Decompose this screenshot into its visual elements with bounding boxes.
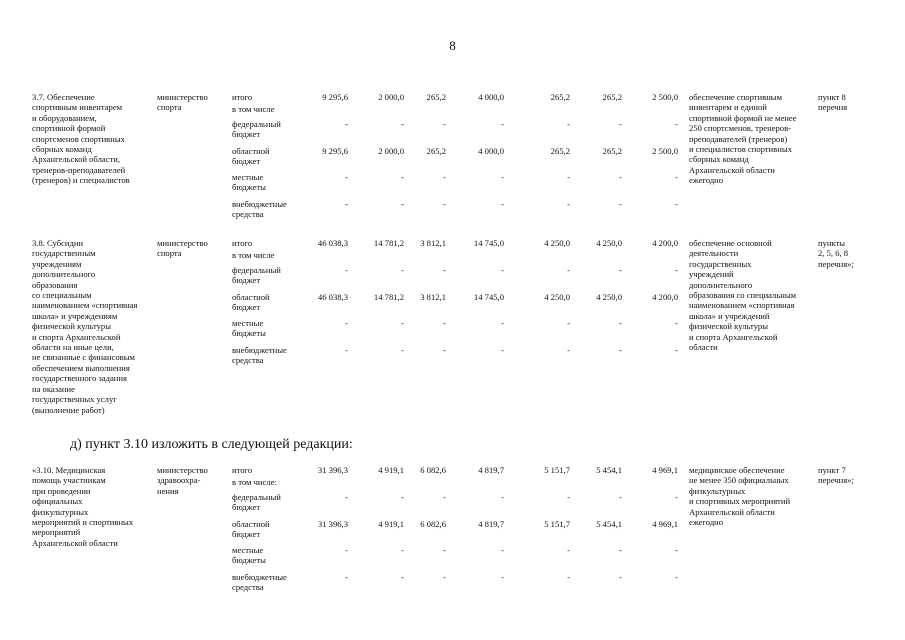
amount-cell: - (567, 572, 570, 582)
amount-cell: 4 200,0 (652, 292, 678, 302)
amount-cell: - (345, 172, 348, 182)
amount-cell: - (567, 172, 570, 182)
funding-source-label: местные бюджеты (232, 545, 266, 566)
amount-cell: - (675, 572, 678, 582)
list-reference: пункт 7 перечня»; (818, 465, 854, 486)
amount-cell: 3 812,1 (420, 238, 446, 248)
amount-cell: 4 250,0 (544, 238, 570, 248)
funding-source-label: итого (232, 238, 253, 248)
funding-source-label: областной бюджет (232, 292, 270, 313)
amount-cell: - (619, 318, 622, 328)
amount-cell: - (345, 345, 348, 355)
list-reference: пункты 2, 5, 6, 8 перечня»; (818, 238, 854, 269)
funding-source-label: федеральный бюджет (232, 119, 281, 140)
amount-cell: - (675, 119, 678, 129)
funding-source-label: местные бюджеты (232, 318, 266, 339)
table-row (0, 238, 905, 415)
funding-source-label: областной бюджет (232, 519, 270, 540)
funding-source-label: итого (232, 465, 253, 475)
measure-name: 3.7. Обеспечение спортивным инвентарем и оборудованием, спортивной формой спортсменов спортивных сборных команд Архангельской области, тренеров-преподавателей (тренеров) и специалистов (32, 92, 130, 186)
amount-cell: 2 500,0 (652, 146, 678, 156)
amount-cell: 5 151,7 (544, 465, 570, 475)
amount-cell: - (619, 545, 622, 555)
amount-cell: - (443, 265, 446, 275)
amount-cell: 31 396,3 (317, 519, 348, 529)
amount-cell: 265,2 (550, 92, 570, 102)
amount-cell: - (501, 172, 504, 182)
amount-cell: 265,2 (602, 146, 622, 156)
funding-source-label: в том числе (232, 104, 275, 114)
amount-cell: 4 200,0 (652, 238, 678, 248)
amount-cell: 265,2 (426, 146, 446, 156)
amount-cell: - (567, 345, 570, 355)
amount-cell: - (401, 345, 404, 355)
amount-cell: 4 969,1 (652, 465, 678, 475)
amount-cell: - (401, 318, 404, 328)
amount-cell: 4 819,7 (478, 465, 504, 475)
amount-cell: - (443, 172, 446, 182)
amount-cell: - (345, 572, 348, 582)
amount-cell: 14 781,2 (373, 238, 404, 248)
amount-cell: - (345, 492, 348, 502)
amount-cell: 6 082,6 (420, 519, 446, 529)
amount-cell: 6 082,6 (420, 465, 446, 475)
amount-cell: - (443, 119, 446, 129)
responsible-party: министерство спорта (157, 238, 208, 259)
amount-cell: 14 781,2 (373, 292, 404, 302)
list-reference: пункт 8 перечня (818, 92, 848, 113)
amount-cell: - (401, 199, 404, 209)
amount-cell: - (619, 199, 622, 209)
expected-result: обеспечение спортивным инвентарем и единой спортивной формой не менее 250 спортсменов, тренеров- преподавателей (тренеров) и специалистов спортивных сборных команд Архангельской области ежегодно (689, 92, 797, 186)
amount-cell: - (567, 545, 570, 555)
responsible-party: министерство спорта (157, 92, 208, 113)
amount-cell: 265,2 (602, 92, 622, 102)
amount-cell: 3 812,1 (420, 292, 446, 302)
amount-cell: - (345, 265, 348, 275)
measure-name: 3.8. Субсидии государственным учреждениям дополнительного образования со специальным наименованием «спортивная школа» и учреждениям физической культуры и спорта Архангельской области на иные цели, не связанные с финансовым обеспечением выполнения государственного задания на оказание государственных услуг (выполнение работ) (32, 238, 138, 415)
amount-cell: 4 919,1 (378, 465, 404, 475)
amount-cell: 4 000,0 (478, 92, 504, 102)
amount-cell: 4 969,1 (652, 519, 678, 529)
amount-cell: - (345, 318, 348, 328)
table-row (0, 92, 905, 220)
funding-source-label: федеральный бюджет (232, 265, 281, 286)
funding-source-label: внебюджетные средства (232, 572, 287, 593)
amount-cell: - (567, 492, 570, 502)
amount-cell: - (501, 492, 504, 502)
amount-cell: - (619, 119, 622, 129)
amount-cell: - (501, 265, 504, 275)
amount-cell: 31 396,3 (317, 465, 348, 475)
amount-cell: 4 000,0 (478, 146, 504, 156)
funding-source-label: в том числе: (232, 477, 277, 487)
amount-cell: 5 454,1 (596, 465, 622, 475)
amount-cell: - (675, 492, 678, 502)
amount-cell: - (345, 119, 348, 129)
table-row (0, 465, 905, 593)
amount-cell: - (675, 265, 678, 275)
amount-cell: 4 250,0 (596, 292, 622, 302)
amount-cell: - (401, 265, 404, 275)
amount-cell: - (443, 492, 446, 502)
funding-source-label: итого (232, 92, 253, 102)
amount-cell: - (619, 345, 622, 355)
amount-cell: 4 250,0 (596, 238, 622, 248)
amount-cell: 4 919,1 (378, 519, 404, 529)
expected-result: обеспечение основной деятельности государственных учреждений дополнительного образования со специальным наименованием «спортивная школа» и учреждений физической культуры и спорта Архангельской области (689, 238, 797, 353)
page-number: 8 (449, 38, 456, 53)
amount-cell: - (401, 492, 404, 502)
amount-cell: 4 250,0 (544, 292, 570, 302)
amount-cell: - (675, 545, 678, 555)
amount-cell: - (619, 572, 622, 582)
amount-cell: - (567, 265, 570, 275)
amount-cell: 2 000,0 (378, 92, 404, 102)
amount-cell: - (401, 172, 404, 182)
amount-cell: - (501, 345, 504, 355)
amount-cell: 46 038,3 (317, 238, 348, 248)
amount-cell: - (443, 318, 446, 328)
amount-cell: - (675, 318, 678, 328)
amount-cell: - (501, 199, 504, 209)
amount-cell: - (619, 172, 622, 182)
amount-cell: 265,2 (426, 92, 446, 102)
amount-cell: - (401, 545, 404, 555)
amount-cell: - (443, 572, 446, 582)
amount-cell: 265,2 (550, 146, 570, 156)
amount-cell: - (567, 119, 570, 129)
funding-source-label: в том числе (232, 250, 275, 260)
amount-cell: - (345, 199, 348, 209)
amount-cell: - (443, 545, 446, 555)
amount-cell: - (567, 318, 570, 328)
amount-cell: 5 151,7 (544, 519, 570, 529)
amount-cell: 2 500,0 (652, 92, 678, 102)
funding-source-label: областной бюджет (232, 146, 270, 167)
amount-cell: 14 745,0 (473, 292, 504, 302)
amount-cell: - (401, 119, 404, 129)
funding-source-label: местные бюджеты (232, 172, 266, 193)
amount-cell: - (443, 345, 446, 355)
amount-cell: - (619, 265, 622, 275)
amount-cell: - (675, 199, 678, 209)
amount-cell: 4 819,7 (478, 519, 504, 529)
amount-cell: - (501, 119, 504, 129)
section-heading: д) пункт 3.10 изложить в следующей редакции: (70, 437, 353, 452)
amount-cell: 46 038,3 (317, 292, 348, 302)
amount-cell: 9 295,6 (322, 146, 348, 156)
expected-result: медицинское обеспечение не менее 350 официальных физкультурных и спортивных мероприятий Архангельской области ежегодно (689, 465, 791, 528)
amount-cell: - (401, 572, 404, 582)
amount-cell: - (501, 318, 504, 328)
amount-cell: - (345, 545, 348, 555)
amount-cell: - (443, 199, 446, 209)
amount-cell: - (501, 572, 504, 582)
amount-cell: 5 454,1 (596, 519, 622, 529)
amount-cell: - (619, 492, 622, 502)
funding-source-label: внебюджетные средства (232, 345, 287, 366)
responsible-party: министерство здравоохра- нения (157, 465, 208, 496)
funding-source-label: внебюджетные средства (232, 199, 287, 220)
amount-cell: 2 000,0 (378, 146, 404, 156)
funding-source-label: федеральный бюджет (232, 492, 281, 513)
amount-cell: - (675, 172, 678, 182)
measure-name: «3.10. Медицинская помощь участникам при проведении официальных физкультурных мероприятий и спортивных мероприятий Архангельской области (32, 465, 134, 548)
amount-cell: - (501, 545, 504, 555)
amount-cell: 14 745,0 (473, 238, 504, 248)
amount-cell: - (675, 345, 678, 355)
amount-cell: - (567, 199, 570, 209)
amount-cell: 9 295,6 (322, 92, 348, 102)
